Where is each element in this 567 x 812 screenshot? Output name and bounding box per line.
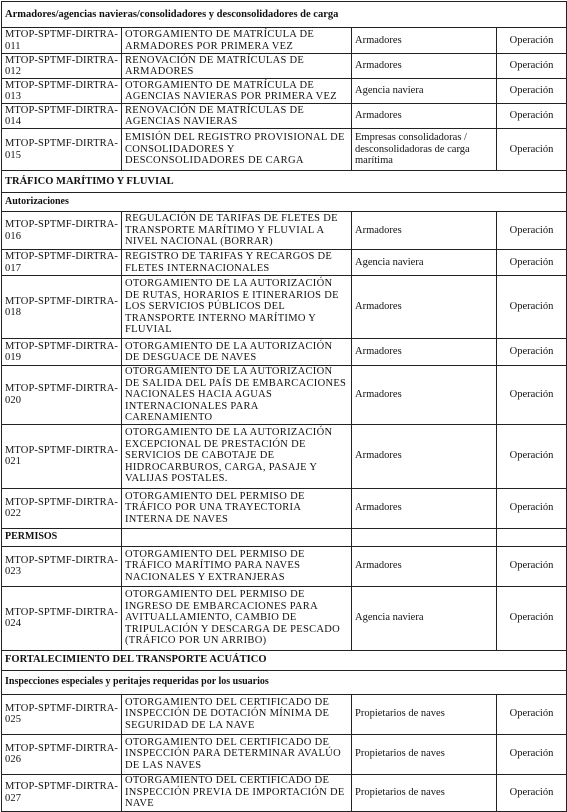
section-title: FORTALECIMIENTO DEL TRANSPORTE ACUÁTICO <box>2 650 567 670</box>
table-row <box>2 129 567 171</box>
procedure-code-cell: MTOP-SPTMF-DIRTRA-025 <box>2 694 122 734</box>
table-row <box>2 54 567 79</box>
subsection-header-row <box>2 193 567 212</box>
table-row <box>2 424 567 488</box>
procedure-code-cell: MTOP-SPTMF-DIRTRA-027 <box>2 774 122 811</box>
procedure-description-cell: EMISIÓN DEL REGISTRO PROVISIONAL DE CONSOLIDADORES Y DESCONSOLIDADORES DE CARGA <box>122 129 352 171</box>
procedure-description-cell: OTORGAMIENTO DE LA AUTORIZACIÓN EXCEPCIONAL DE PRESTACIÓN DE SERVICIOS DE CABOTAJE DE HIDROCARBUROS, CARGA, PASAJE Y VALIJAS POSTALES. <box>122 424 352 488</box>
subsection-title: PERMISOS <box>2 528 122 546</box>
procedure-type-cell: Operación <box>497 129 567 171</box>
procedure-type-cell: Operación <box>497 488 567 528</box>
empty-cell <box>352 528 497 546</box>
table-row <box>2 774 567 811</box>
procedure-code-cell: MTOP-SPTMF-DIRTRA-011 <box>2 28 122 54</box>
table-row <box>2 488 567 528</box>
procedure-recipient-cell: Agencia naviera <box>352 79 497 104</box>
subsection-title: Autorizaciones <box>2 193 567 212</box>
table-row <box>2 366 567 425</box>
procedure-recipient-cell: Armadores <box>352 424 497 488</box>
section-title: TRÁFICO MARÍTIMO Y FLUVIAL <box>2 171 567 193</box>
procedure-type-cell: Operación <box>497 250 567 276</box>
procedure-code-cell: MTOP-SPTMF-DIRTRA-026 <box>2 734 122 774</box>
table-row <box>2 546 567 586</box>
procedure-description-cell: OTORGAMIENTO DE LA AUTORIZACIÓN DE DESGUACE DE NAVES <box>122 339 352 366</box>
procedure-type-cell: Operación <box>497 212 567 250</box>
procedure-code-cell: MTOP-SPTMF-DIRTRA-020 <box>2 366 122 425</box>
empty-cell <box>497 528 567 546</box>
empty-cell <box>122 528 352 546</box>
table-row <box>2 276 567 339</box>
procedure-recipient-cell: Empresas consolidadoras / desconsolidadoras de carga marítima <box>352 129 497 171</box>
procedure-type-cell: Operación <box>497 774 567 811</box>
procedure-recipient-cell: Armadores <box>352 212 497 250</box>
procedure-recipient-cell: Propietarios de naves <box>352 694 497 734</box>
procedure-type-cell: Operación <box>497 276 567 339</box>
procedure-code-cell: MTOP-SPTMF-DIRTRA-022 <box>2 488 122 528</box>
procedure-code-cell: MTOP-SPTMF-DIRTRA-024 <box>2 586 122 650</box>
subsection-header-row <box>2 528 567 546</box>
procedure-description-cell: OTORGAMIENTO DE MATRÍCULA DE ARMADORES POR PRIMERA VEZ <box>122 28 352 54</box>
table-row <box>2 250 567 276</box>
procedure-recipient-cell: Armadores <box>352 54 497 79</box>
procedure-description-cell: OTORGAMIENTO DE LA AUTORIZACIÓN DE SALIDA DEL PAÍS DE EMBARCACIONES NACIONALES HACIA AGUAS INTERNACIONALES PARA CARENAMIENTO <box>122 366 352 425</box>
procedure-code-cell: MTOP-SPTMF-DIRTRA-021 <box>2 424 122 488</box>
procedure-type-cell: Operación <box>497 339 567 366</box>
procedure-code-cell: MTOP-SPTMF-DIRTRA-023 <box>2 546 122 586</box>
table-row <box>2 694 567 734</box>
procedure-type-cell: Operación <box>497 586 567 650</box>
procedure-code-cell: MTOP-SPTMF-DIRTRA-015 <box>2 129 122 171</box>
table-row <box>2 586 567 650</box>
procedure-description-cell: OTORGAMIENTO DEL PERMISO DE TRÁFICO MARÍTIMO PARA NAVES NACIONALES Y EXTRANJERAS <box>122 546 352 586</box>
procedure-description-cell: OTORGAMIENTO DEL CERTIFICADO DE INSPECCIÓN PREVIA DE IMPORTACIÓN DE NAVE <box>122 774 352 811</box>
procedure-type-cell: Operación <box>497 694 567 734</box>
section-title: Armadores/agencias navieras/consolidadores y desconsolidadores de carga <box>2 2 567 28</box>
table-row <box>2 734 567 774</box>
procedure-recipient-cell: Armadores <box>352 546 497 586</box>
procedure-description-cell: OTORGAMIENTO DEL PERMISO DE INGRESO DE EMBARCACIONES PARA AVITUALLAMIENTO, CAMBIO DE TRIPULACIÓN Y DESCARGA DE PESCADO (TRÁFICO POR UN ARRIBO) <box>122 586 352 650</box>
table-row <box>2 79 567 104</box>
section-header-row <box>2 171 567 193</box>
procedure-recipient-cell: Propietarios de naves <box>352 774 497 811</box>
procedure-type-cell: Operación <box>497 546 567 586</box>
table-row <box>2 28 567 54</box>
procedure-type-cell: Operación <box>497 366 567 425</box>
subsection-header-row <box>2 670 567 694</box>
table-row <box>2 339 567 366</box>
procedure-type-cell: Operación <box>497 79 567 104</box>
procedure-recipient-cell: Armadores <box>352 276 497 339</box>
procedure-recipient-cell: Armadores <box>352 104 497 129</box>
procedure-description-cell: OTORGAMIENTO DE LA AUTORIZACIÓN DE RUTAS, HORARIOS E ITINERARIOS DE LOS SERVICIOS PÚBLICOS DEL TRANSPORTE INTERNO MARÍTIMO Y FLUVIAL <box>122 276 352 339</box>
section-header-row <box>2 2 567 28</box>
procedure-code-cell: MTOP-SPTMF-DIRTRA-014 <box>2 104 122 129</box>
procedure-type-cell: Operación <box>497 104 567 129</box>
procedure-code-cell: MTOP-SPTMF-DIRTRA-018 <box>2 276 122 339</box>
procedure-description-cell: RENOVACIÓN DE MATRÍCULAS DE AGENCIAS NAVIERAS <box>122 104 352 129</box>
procedure-code-cell: MTOP-SPTMF-DIRTRA-017 <box>2 250 122 276</box>
procedures-table-body <box>2 2 567 812</box>
procedure-recipient-cell: Armadores <box>352 488 497 528</box>
procedure-description-cell: REGULACIÓN DE TARIFAS DE FLETES DE TRANSPORTE MARÍTIMO Y FLUVIAL A NIVEL NACIONAL (BORRAR) <box>122 212 352 250</box>
procedure-code-cell: MTOP-SPTMF-DIRTRA-012 <box>2 54 122 79</box>
procedure-description-cell: OTORGAMIENTO DE MATRÍCULA DE AGENCIAS NAVIERAS POR PRIMERA VEZ <box>122 79 352 104</box>
procedure-type-cell: Operación <box>497 54 567 79</box>
procedure-recipient-cell: Armadores <box>352 28 497 54</box>
procedure-code-cell: MTOP-SPTMF-DIRTRA-019 <box>2 339 122 366</box>
procedure-description-cell: OTORGAMIENTO DEL CERTIFICADO DE INSPECCIÓN PARA DETERMINAR AVALÚO DE LAS NAVES <box>122 734 352 774</box>
procedure-type-cell: Operación <box>497 424 567 488</box>
procedure-type-cell: Operación <box>497 734 567 774</box>
section-header-row <box>2 650 567 670</box>
procedure-recipient-cell: Agencia naviera <box>352 250 497 276</box>
procedure-description-cell: REGISTRO DE TARIFAS Y RECARGOS DE FLETES INTERNACIONALES <box>122 250 352 276</box>
procedure-description-cell: OTORGAMIENTO DEL CERTIFICADO DE INSPECCIÓN DE DOTACIÓN MÍNIMA DE SEGURIDAD DE LA NAVE <box>122 694 352 734</box>
procedure-recipient-cell: Armadores <box>352 339 497 366</box>
procedures-table <box>1 1 567 812</box>
procedure-recipient-cell: Propietarios de naves <box>352 734 497 774</box>
table-row <box>2 104 567 129</box>
procedure-description-cell: RENOVACIÓN DE MATRÍCULAS DE ARMADORES <box>122 54 352 79</box>
subsection-title: Inspecciones especiales y peritajes requeridas por los usuarios <box>2 670 567 694</box>
table-row <box>2 212 567 250</box>
procedure-code-cell: MTOP-SPTMF-DIRTRA-016 <box>2 212 122 250</box>
procedure-description-cell: OTORGAMIENTO DEL PERMISO DE TRÁFICO POR UNA TRAYECTORIA INTERNA DE NAVES <box>122 488 352 528</box>
procedure-code-cell: MTOP-SPTMF-DIRTRA-013 <box>2 79 122 104</box>
procedure-recipient-cell: Armadores <box>352 366 497 425</box>
procedure-type-cell: Operación <box>497 28 567 54</box>
procedure-recipient-cell: Agencia naviera <box>352 586 497 650</box>
